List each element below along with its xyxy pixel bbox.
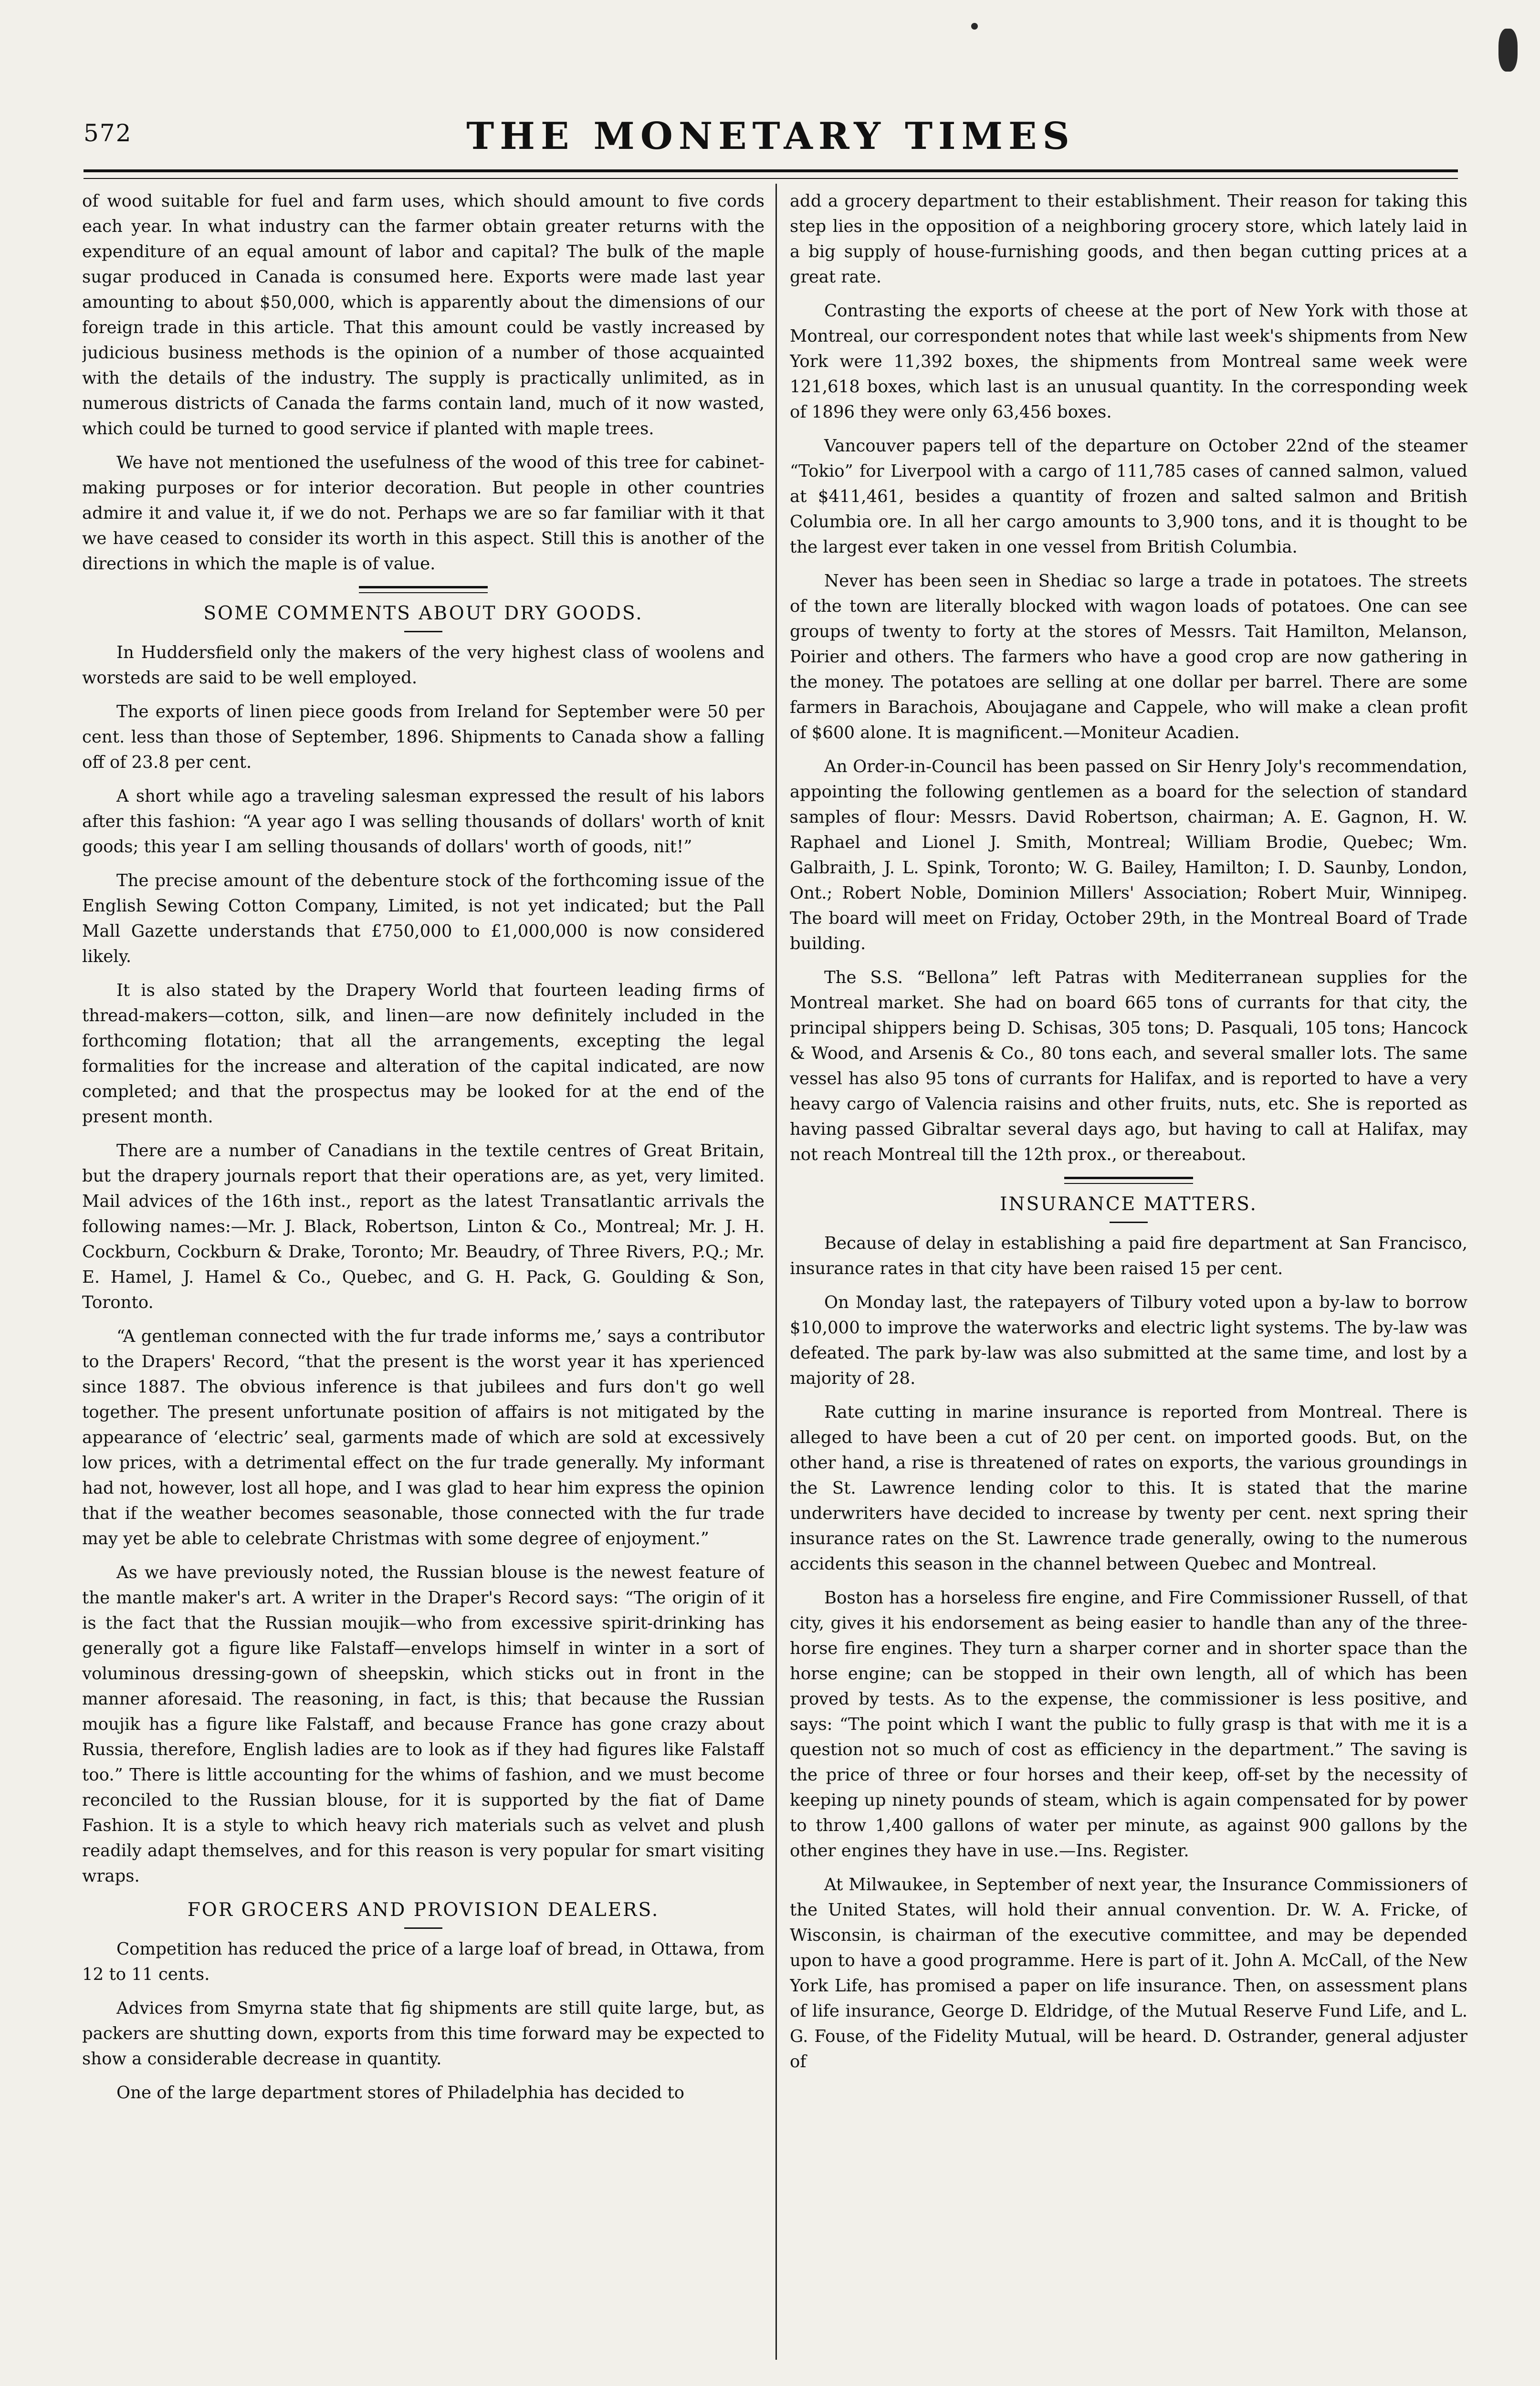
article-paragraph: Boston has a horseless fire engine, and Fire Commissioner Russell, of that city, gives it his endorsement as being easier to handle than any of the three-horse fire engines. They turn a sharper corner and in shorter space than the horse engine; can be stopped in their own length, all of which has been proved by tests. As to the expense, the commissioner is less positive, and says: “The point which I want the public to fully grasp is that with me it is a question not so much of cost as efficiency in the department.” The saving is the price of three or four horses and their keep, off-set by the necessity of keeping up ninety pounds of steam, which is again compensated for by power to throw 1,400 gallons of water per minute, as against 900 gallons by the other engines they have in use.—Ins. Register. xyxy=(790,1588,1467,1861)
article-paragraph: Competition has reduced the price of a large loaf of bread, in Ottawa, from 12 to 11 cents. xyxy=(82,1939,765,1984)
section-divider xyxy=(1064,1177,1193,1184)
article-paragraph: Contrasting the exports of cheese at the port of New York with those at Montreal, our correspondent notes that while last week's shipments from New York were 11,392 boxes, the shipments from Montreal same week were 121,618 boxes, which last is an unusual quantity. In the corresponding week of 1896 they were only 63,456 boxes. xyxy=(790,301,1467,422)
article-paragraph: It is also stated by the Drapery World that fourteen leading firms of thread-makers—cotton, silk, and linen—are now definitely included in the forthcoming flotation; that all the arrangements, excepting the legal formalities for the increase and alteration of the capital indicated, are now completed; and that the prospectus may be looked for at the end of the present month. xyxy=(82,981,765,1127)
article-paragraph: The precise amount of the debenture stock of the forthcoming issue of the English Sewing Cotton Company, Limited, is not yet indicated; but the Pall Mall Gazette understands that £750,000 to £1,000,000 is now considered likely. xyxy=(82,871,765,966)
right-column xyxy=(790,188,1467,2355)
article-paragraph: One of the large department stores of Philadelphia has decided to xyxy=(116,2083,685,2103)
article-paragraph: The exports of linen piece goods from Ireland for September were 50 per cent. less than those of September, 1896. Shipments to Canada show a falling off of 23.8 per cent. xyxy=(82,702,765,772)
article-paragraph: At Milwaukee, in September of next year, the Insurance Commissioners of the United States, will hold their annual convention. Dr. W. A. Fricke, of Wisconsin, is chairman of the executive committee, and may be depended upon to have a good programme. Here is part of it. John A. McCall, of the New York Life, has promised a paper on life insurance. Then, on assessment plans of life insurance, George D. Eldridge, of the Mutual Reserve Fund Life, and L. G. Fouse, of the Fidelity Mutual, will be heard. D. Ostrander, general adjuster of xyxy=(790,1875,1467,2072)
page-number: 572 xyxy=(84,119,132,147)
article-paragraph: add a grocery department to their establishment. Their reason for taking this step lies in the opposition of a neighboring grocery store, which lately laid in a big supply of house-furnishing goods, and then began cutting prices at a great rate. xyxy=(790,191,1467,287)
section-heading-grocers: FOR GROCERS AND PROVISION DEALERS. xyxy=(187,1899,660,1921)
article-paragraph: “A gentleman connected with the fur trade informs me,’ says a contributor to the Drapers' Record, “that the present is the worst year it has xperienced since 1887. The obvious inference is that jubilees and furs don't go well together. The present unfortunate position of affairs is not mitigated by the appearance of ‘electric’ seal, garments made of which are sold at excessively low prices, with a detrimental effect on the fur trade generally. My informant had not, however, lost all hope, and I was glad to hear him express the opinion that if the weather becomes seasonable, those connected with the fur trade may yet be able to celebrate Christmas with some degree of enjoyment.” xyxy=(82,1327,765,1549)
page-header xyxy=(84,115,1458,177)
print-speck xyxy=(971,23,978,30)
heading-underline xyxy=(404,631,442,632)
heading-underline xyxy=(1110,1222,1148,1223)
article-paragraph: We have not mentioned the usefulness of the wood of this tree for cabinet-making purposes or for interior decoration. But people in other countries admire it and value it, if we do not. Perhaps we are so far familiar with it that we have ceased to consider its worth in this aspect. Still this is another of the directions in which the maple is of value. xyxy=(82,453,765,574)
section-divider xyxy=(359,586,488,593)
article-paragraph: Never has been seen in Shediac so large a trade in potatoes. The streets of the town are literally blocked with wagon loads of potatoes. One can see groups of twenty to forty at the stores of Messrs. Tait Hamilton, Melanson, Poirier and others. The farmers who have a good crop are now gathering in the money. The potatoes are selling at one dollar per barrel. There are some farmers in Barachois, Aboujagane and Cappele, who will make a clean profit of $600 alone. It is magnificent.—Moniteur Acadien. xyxy=(790,571,1467,743)
article-paragraph: The S.S. “Bellona” left Patras with Mediterranean supplies for the Montreal market. She had on board 665 tons of currants for that city, the principal shippers being D. Schisas, 305 tons; D. Pasquali, 105 tons; Hancock & Wood, and Arsenis & Co., 80 tons each, and several smaller lots. The same vessel has also 95 tons of currants for Halifax, and is reported to have a very heavy cargo of Valencia raisins and other fruits, nuts, etc. She is reported as having passed Gibraltar several days ago, but having to call at Halifax, may not reach Montreal till the 12th prox., or thereabout. xyxy=(790,968,1467,1164)
article-paragraph: A short while ago a traveling salesman expressed the result of his labors after this fashion: “A year ago I was selling thousands of dollars' worth of knit goods; this year I am selling thousands of dollars' worth of goods, nit!” xyxy=(82,786,765,857)
article-paragraph: In Huddersfield only the makers of the very highest class of woolens and worsteds are said to be well employed. xyxy=(82,643,765,688)
article-paragraph: Advices from Smyrna state that fig shipments are still quite large, but, as packers are shutting down, exports from this time forward may be expected to show a considerable decrease in quantity. xyxy=(82,1999,765,2069)
article-paragraph: As we have previously noted, the Russian blouse is the newest feature of the mantle maker's art. A writer in the Draper's Record says: “The origin of it is the fact that the Russian moujik—who from excessive spirit-drinking has generally got a figure like Falstaff—envelops himself in winter in a sort of voluminous dressing-gown of sheepskin, which sticks out in front in the manner aforesaid. The reasoning, in fact, is this; that because the Russian moujik has a figure like Falstaff, and because France has gone crazy about Russia, therefore, English ladies are to look as if they had figures like Falstaff too.” There is little accounting for the whims of fashion, and we must become reconciled to the Russian blouse, for it is supported by the fiat of Dame Fashion. It is a style to which heavy rich materials such as velvet and plush readily adapt themselves, and for this reason is very popular for smart visiting wraps. xyxy=(82,1563,765,1886)
header-rule xyxy=(84,169,1458,179)
masthead-title: THE MONETARY TIMES xyxy=(466,115,1075,158)
article-paragraph: On Monday last, the ratepayers of Tilbury voted upon a by-law to borrow $10,000 to improve the waterworks and electric light systems. The by-law was defeated. The park by-law was also submitted at the same time, and lost by a majority of 28. xyxy=(790,1293,1467,1388)
heading-underline xyxy=(404,1927,442,1929)
article-paragraph: Rate cutting in marine insurance is reported from Montreal. There is alleged to have been a cut of 20 per cent. on imported goods. But, on the other hand, a rise is threatened of rates on exports, the various groundings in the St. Lawrence lending color to this. It is stated that the marine underwriters have decided to increase by twenty per cent. next spring their insurance rates on the St. Lawrence trade generally, owing to the numerous accidents this season in the channel between Quebec and Montreal. xyxy=(790,1402,1467,1574)
section-heading-insurance: INSURANCE MATTERS. xyxy=(1000,1193,1257,1215)
article-paragraph: An Order-in-Council has been passed on Sir Henry Joly's recommendation, appointing the following gentlemen as a board for the selection of standard samples of flour: Messrs. David Robertson, chairman; A. E. Gagnon, H. W. Raphael and Lionel J. Smith, Montreal; William Brodie, Quebec; Wm. Galbraith, J. L. Spink, Toronto; W. G. Bailey, Hamilton; I. D. Saunby, London, Ont.; Robert Noble, Dominion Millers' Association; Robert Muir, Winnipeg. The board will meet on Friday, October 29th, in the Montreal Board of Trade building. xyxy=(790,757,1467,953)
section-heading-dry-goods: SOME COMMENTS ABOUT DRY GOODS. xyxy=(203,603,643,624)
article-paragraph: of wood suitable for fuel and farm uses, which should amount to five cords each year. In what industry can the farmer obtain greater returns with the expenditure of an equal amount of labor and capital? The bulk of the maple sugar produced in Canada is consumed here. Exports were made last year amounting to about $50,000, which is apparently about the dimensions of our foreign trade in this article. That this amount could be vastly increased by judicious business methods is the opinion of a number of those acquainted with the details of the industry. The supply is practically unlimited, as in numerous districts of Canada the farms contain land, much of it now wasted, which could be turned to good service if planted with maple trees. xyxy=(82,191,765,439)
left-column xyxy=(82,188,765,2355)
column-divider xyxy=(775,184,777,2360)
article-paragraph: Vancouver papers tell of the departure on October 22nd of the steamer “Tokio” for Liverpool with a cargo of 111,785 cases of canned salmon, valued at $411,461, besides a quantity of frozen and salted salmon and British Columbia ore. In all her cargo amounts to 3,900 tons, and it is thought to be the largest ever taken in one vessel from British Columbia. xyxy=(790,436,1467,557)
print-speck xyxy=(1498,29,1518,72)
article-paragraph: Because of delay in establishing a paid fire department at San Francisco, insurance rates in that city have been raised 15 per cent. xyxy=(790,1234,1467,1278)
article-paragraph: There are a number of Canadians in the textile centres of Great Britain, but the drapery journals report that their operations are, as yet, very limited. Mail advices of the 16th inst., report as the latest Transatlantic arrivals the following names:—Mr. J. Black, Robertson, Linton & Co., Montreal; Mr. J. H. Cockburn, Cockburn & Drake, Toronto; Mr. Beaudry, of Three Rivers, P.Q.; Mr. E. Hamel, J. Hamel & Co., Quebec, and G. H. Pack, G. Goulding & Son, Toronto. xyxy=(82,1141,765,1312)
